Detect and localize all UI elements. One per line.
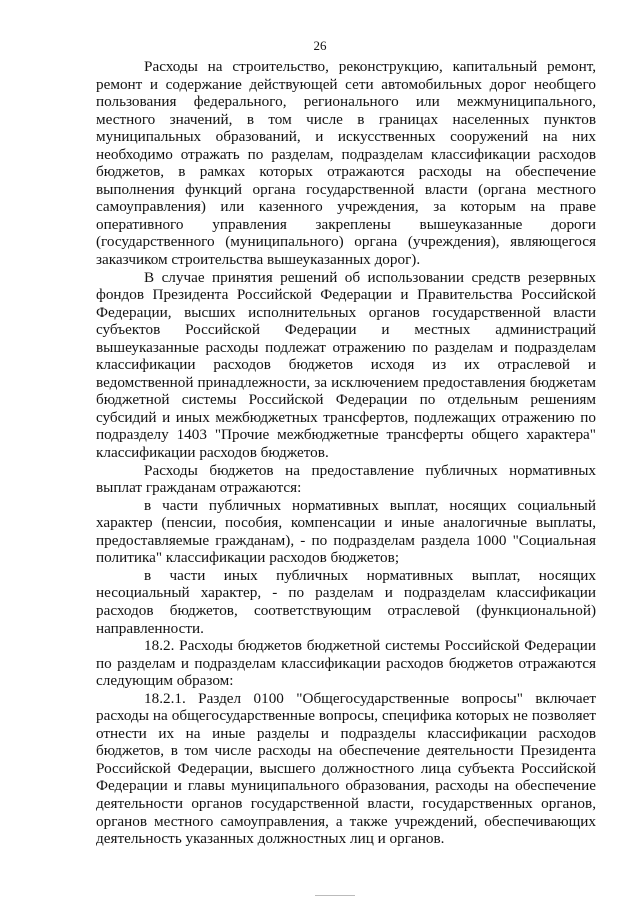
page-number: 26	[313, 38, 327, 53]
paragraph-section-18-2-1: 18.2.1. Раздел 0100 "Общегосударственные вопросы" включает расходы на общегосударственные вопросы, специфика которых не позволяет отнести их на иные разделы и подразделы классификации расходов бюджетов, в том числе расходы на обеспечение деятельности Президента Российской Федерации, высшего должностного лица субъекта Российской Федерации и главы муниципального образования, расходы на обеспечение деятельности органов государственной власти, государственных органов, органов местного самоуправления, а также учреждений, обеспечивающих деятельность указанных должностных лиц и органов.	[96, 689, 596, 848]
paragraph-road-expenses: Расходы на строительство, реконструкцию, капитальный ремонт, ремонт и содержание действующей сети автомобильных дорог необщего пользования федерального, регионального или межмуниципального, местного значений, в том числе в границах населенных пунктов муниципальных образований, и искусственных сооружений на них необходимо отражать по разделам, подразделам классификации расходов бюджетов, в рамках которых отражаются расходы на обеспечение выполнения функций органа государственной власти (органа местного самоуправления) или казенного учреждения, за которым на праве оперативного управления закреплены вышеуказанные дороги (государственного (муниципального) органа (учреждения), являющегося заказчиком строительства вышеуказанных дорог).	[96, 58, 596, 269]
paragraph-social-payments: в части публичных нормативных выплат, носящих социальный характер (пенсии, пособия, компенсации и иные аналогичные выплаты, предоставляемые гражданам), - по подразделам раздела 1000 "Социальная политика" классификации расходов бюджетов;	[96, 496, 596, 567]
paragraph-reserve-funds: В случае принятия решений об использовании средств резервных фондов Президента Российской Федерации и Правительства Российской Федерации, высших исполнительных органов государственной власти субъектов Российской Федерации и местных администраций вышеуказанные расходы подлежат отражению по разделам и подразделам классификации расходов бюджетов исходя из их отраслевой и ведомственной принадлежности, за исключением предоставления бюджетам бюджетной системы Российской Федерации по отдельным решениям субсидий и иных межбюджетных трансфертов, подлежащих отражению по подразделу 1403 "Прочие межбюджетные трансферты общего характера" классификации расходов бюджетов.	[96, 268, 596, 462]
paragraph-section-18-2: 18.2. Расходы бюджетов бюджетной системы Российской Федерации по разделам и подразделам классификации расходов бюджетов отражаются следующим образом:	[96, 637, 596, 690]
paragraph-public-payments-intro: Расходы бюджетов на предоставление публичных нормативных выплат гражданам отражаются:	[96, 461, 596, 497]
document-body	[96, 58, 596, 848]
scan-edge-mark	[315, 895, 355, 896]
paragraph-nonsocial-payments: в части иных публичных нормативных выплат, носящих несоциальный характер, - по разделам и подразделам классификации расходов бюджетов, соответствующим отраслевой (функциональной) направленности.	[96, 566, 596, 637]
